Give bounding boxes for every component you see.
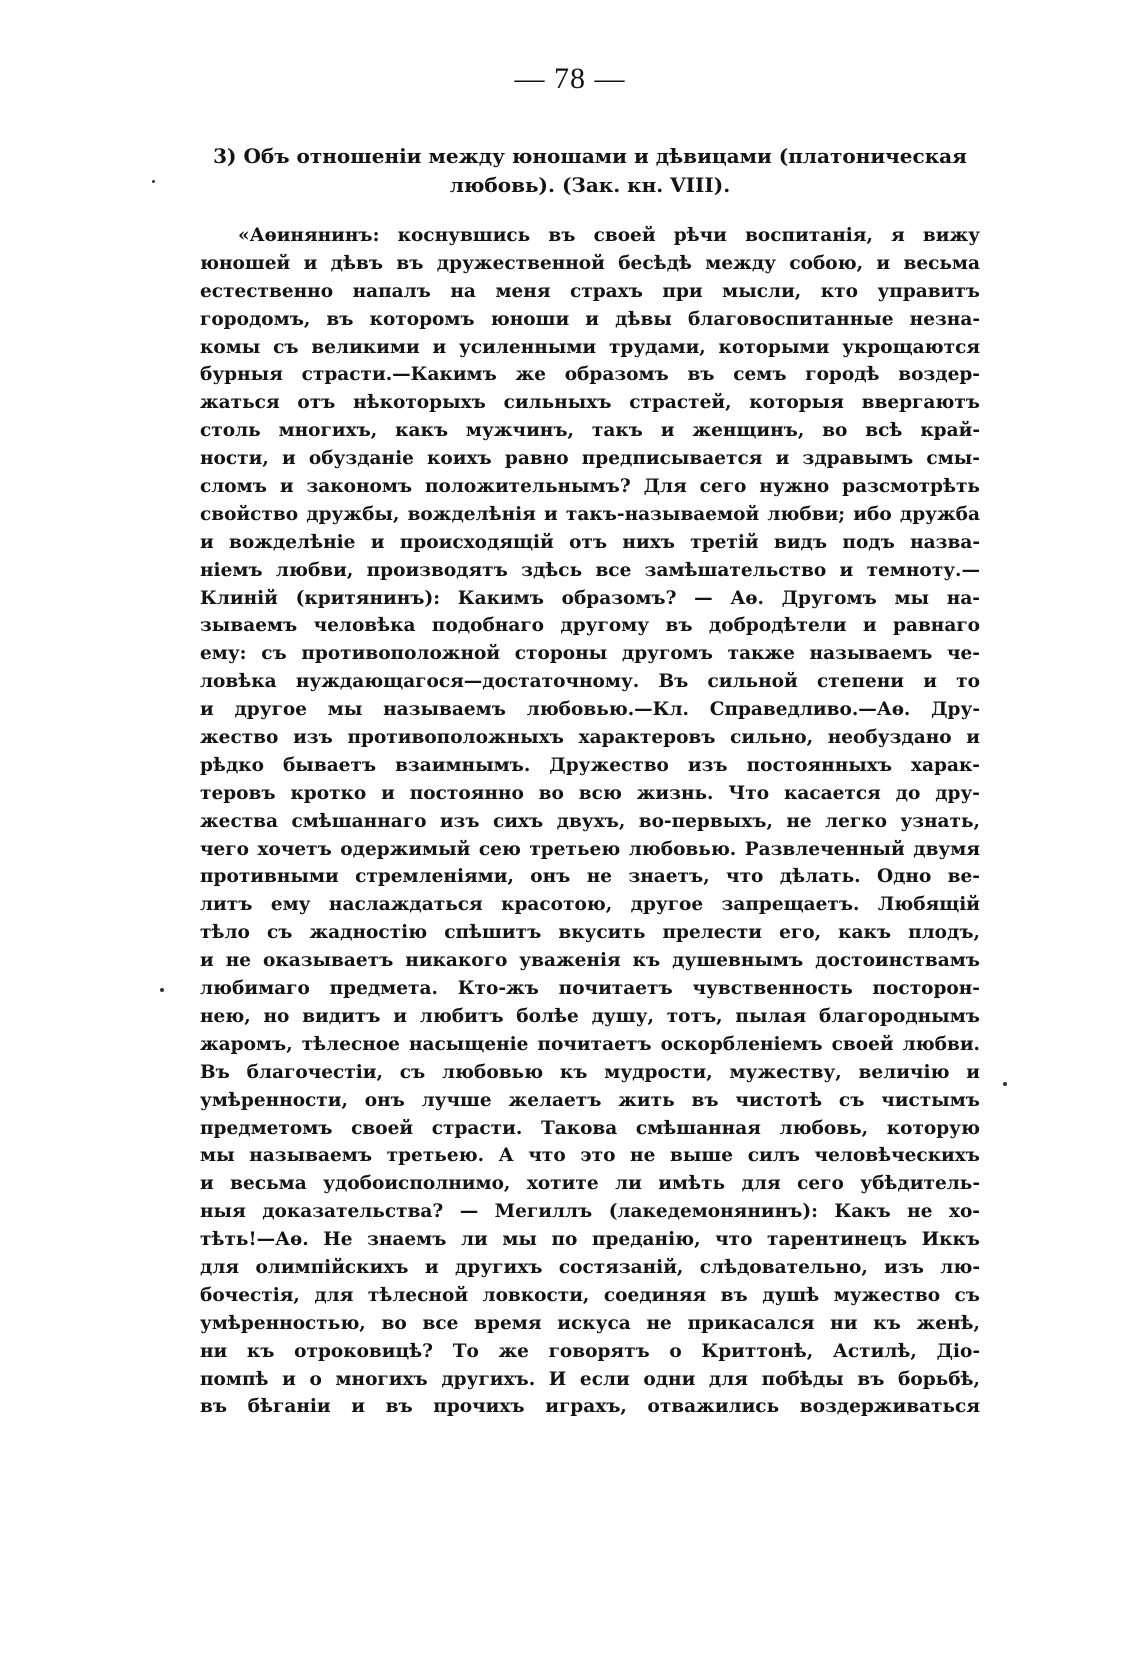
text-line: ни къ отроковицѣ? То же говорятъ о Криттонѣ, Астилѣ, Діо- — [200, 1340, 980, 1362]
text-line: умѣренности, онъ лучше желаетъ жить въ чистотѣ съ чистымъ — [200, 1089, 980, 1111]
text-line: жества смѣшаннаго изъ сихъ двухъ, во-первыхъ, не легко узнать, — [200, 810, 980, 832]
print-speck — [152, 180, 155, 183]
text-line: для олимпійскихъ и другихъ состязаній, слѣдовательно, изъ лю- — [200, 1256, 980, 1278]
page-number: — 78 — — [514, 62, 626, 95]
text-line: ніемъ любви, производятъ здѣсь все замѣшательство и темноту.— — [200, 559, 980, 581]
text-line: въ бѣганіи и въ прочихъ играхъ, отважились воздерживаться — [200, 1396, 980, 1418]
text-line: городомъ, въ которомъ юноши и дѣвы благовоспитанные незна- — [200, 308, 980, 330]
text-line: юношей и дѣвъ въ дружественной бесѣдѣ между собою, и весьма — [200, 252, 980, 274]
text-line: ловѣка нуждающагося—достаточному. Въ сильной степени и то — [200, 671, 980, 693]
text-line: и другое мы называемъ любовью.—Кл. Справедливо.—Аѳ. Дру- — [200, 699, 980, 721]
text-line: свойство дружбы, вожделѣнія и такъ-называемой любви; ибо дружба — [200, 503, 980, 525]
section-heading — [200, 142, 980, 200]
text-line: и вожделѣніе и происходящій отъ нихъ третій видъ подъ назва- — [200, 531, 980, 553]
text-line: ныя доказательства? — Мегиллъ (лакедемонянинъ): Какъ не хо- — [200, 1201, 980, 1223]
text-line: мы называемъ третьею. А что это не выше силъ человѣческихъ — [200, 1145, 980, 1167]
text-line: бурныя страсти.—Какимъ же образомъ въ семъ городѣ воздер- — [200, 364, 980, 386]
text-line: естественно напалъ на меня страхъ при мысли, кто управитъ — [200, 280, 980, 302]
print-speck — [1003, 1082, 1007, 1086]
text-line: рѣдко бываетъ взаимнымъ. Дружество изъ постоянныхъ харак- — [200, 754, 980, 776]
text-line: и не оказываетъ никакого уваженія къ душевнымъ достоинствамъ — [200, 950, 980, 972]
text-line: помпѣ и о многихъ другихъ. И если одни для побѣды въ борьбѣ, — [200, 1368, 980, 1390]
text-line: ности, и обузданіе коихъ равно предписывается и здравымъ смы- — [200, 448, 980, 470]
text-line: теровъ кротко и постоянно во всю жизнь. Что касается до дру- — [200, 782, 980, 804]
text-line: зываемъ человѣка подобнаго другому въ добродѣтели и равнаго — [200, 615, 980, 637]
text-line: Въ благочестіи, съ любовью къ мудрости, мужеству, величію и — [200, 1061, 980, 1083]
text-line: жаромъ, тѣлесное насыщеніе почитаетъ оскорбленіемъ своей любви. — [200, 1033, 980, 1055]
text-line: Клиній (критянинъ): Какимъ образомъ? — Аѳ. Другомъ мы на- — [200, 587, 980, 609]
text-line: жаться отъ нѣкоторыхъ сильныхъ страстей, которыя ввергаютъ — [200, 392, 980, 414]
text-line: жество изъ противоположныхъ характеровъ сильно, необуздано и — [200, 727, 980, 749]
text-line: и весьма удобоисполнимо, хотите ли имѣть для сего убѣдитель- — [200, 1173, 980, 1195]
text-line: умѣренностью, во все время искуса не прикасался ни къ женѣ, — [200, 1312, 980, 1334]
text-line: предметомъ своей страсти. Такова смѣшанная любовь, которую — [200, 1117, 980, 1139]
text-line: нею, но видитъ и любитъ болѣе душу, тотъ, пылая благороднымъ — [200, 1005, 980, 1027]
heading-line: 3) Объ отношеніи между юношами и дѣвицами (платоническая — [213, 144, 967, 168]
text-line: сломъ и закономъ положительнымъ? Для сего нужно разсмотрѣть — [200, 476, 980, 498]
text-line: бочестія, для тѣлесной ловкости, соединяя въ душѣ мужество съ — [200, 1284, 980, 1306]
text-line: любимаго предмета. Кто-жъ почитаетъ чувственность посторон- — [200, 978, 980, 1000]
text-line: комы съ великими и усиленными трудами, которыми укрощаются — [200, 336, 980, 358]
heading-line: любовь). (Зак. кн. VIII). — [449, 173, 731, 197]
body-text — [200, 222, 980, 1421]
text-line: противными стремленіями, онъ не знаетъ, что дѣлать. Одно ве- — [200, 866, 980, 888]
text-line: столь многихъ, какъ мужчинъ, такъ и женщинъ, во всѣ край- — [200, 420, 980, 442]
text-line: ему: съ противоположной стороны другомъ также называемъ че- — [200, 643, 980, 665]
text-line: тѣть!—Аѳ. Не знаемъ ли мы по преданію, что тарентинецъ Иккъ — [200, 1229, 980, 1251]
text-line: литъ ему наслаждаться красотою, другое запрещаетъ. Любящій — [200, 894, 980, 916]
text-line: чего хочетъ одержимый сею третьею любовью. Развлеченный двумя — [200, 838, 980, 860]
text-line: «Аѳинянинъ: коснувшись въ своей рѣчи воспитанія, я вижу — [238, 225, 980, 246]
text-line: тѣло съ жадностію спѣшитъ вкусить прелести его, какъ плодъ, — [200, 922, 980, 944]
print-speck — [160, 988, 164, 992]
